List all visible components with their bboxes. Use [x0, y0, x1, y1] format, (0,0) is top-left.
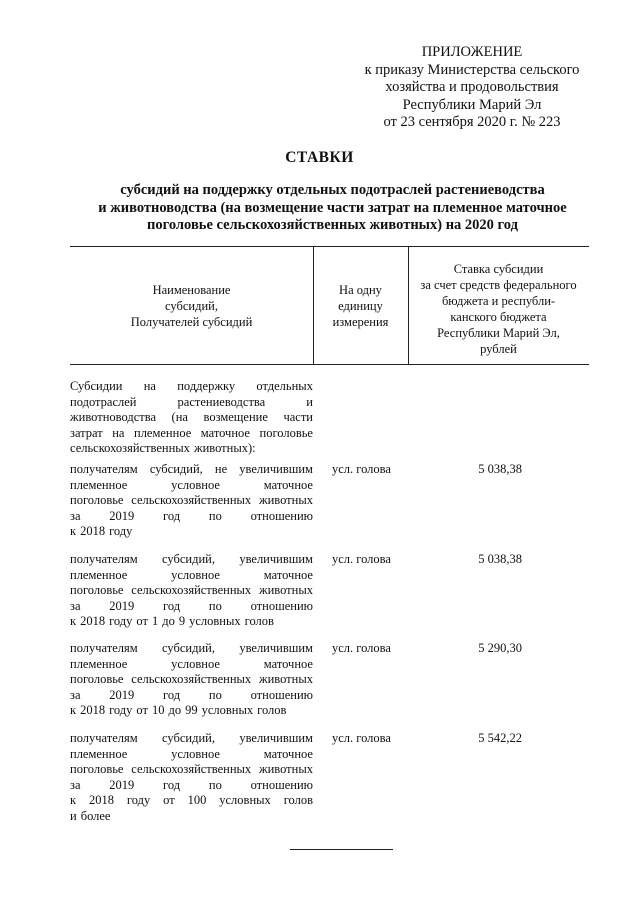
row-line: и более [70, 808, 111, 823]
row-unit: усл. голова [332, 731, 391, 745]
row-line: получателям субсидий, не увеличившим [70, 462, 313, 476]
section-line: сельскохозяйственных животных): [70, 441, 256, 456]
row-line: к 2018 году от 10 до 99 условных голов [70, 703, 287, 718]
header-name [70, 282, 313, 330]
header-unit-line: На одну [339, 283, 382, 297]
row-line: поголовье сельскохозяйственных животных [70, 493, 313, 508]
section-line: Субсидии на поддержку отдельных [70, 379, 313, 393]
subtitle-line: поголовье сельскохозяйственных животных) на 2020 год [147, 217, 518, 233]
row-line: племенное условное маточное [70, 567, 313, 582]
table-header-bottom-border [70, 364, 589, 365]
row-line: племенное условное маточное [70, 746, 313, 761]
row-line: за 2019 год по отношению [70, 687, 313, 702]
subtitle-line: субсидий на поддержку отдельных подотраслей растениеводства [120, 182, 545, 198]
section-line: затрат на племенное маточное поголовье [70, 425, 313, 440]
appendix-line: от 23 сентября 2020 г. № 223 [383, 114, 561, 130]
row-line: поголовье сельскохозяйственных животных [70, 762, 313, 777]
section-line: подотраслей растениеводства и [70, 394, 313, 409]
subtitle-line: и животноводства (на возмещение части затрат на племенное маточное [98, 199, 567, 216]
appendix-block [352, 44, 592, 132]
row-rate-value: 5 038,38 [478, 462, 522, 476]
row-unit: усл. голова [332, 462, 391, 476]
end-of-document-rule [290, 849, 393, 850]
row-line: получателям субсидий, увеличившим [70, 552, 313, 566]
row-line: племенное условное маточное [70, 477, 313, 492]
row-line: поголовье сельскохозяйственных животных [70, 583, 313, 598]
row-line: племенное условное маточное [70, 656, 313, 671]
header-rate-line: Ставка субсидии [453, 262, 544, 276]
header-rate-line: канского бюджета [450, 310, 547, 324]
header-unit-line: измерения [332, 315, 389, 329]
row-description [70, 731, 313, 825]
header-name-line: Наименование [152, 283, 231, 297]
row-line: поголовье сельскохозяйственных животных [70, 672, 313, 687]
header-name-line: Получателей субсидий [130, 315, 253, 329]
row-description [70, 552, 313, 630]
row-line: к 2018 году [70, 524, 133, 539]
row-rate-value: 5 290,30 [478, 641, 522, 655]
header-rate-line: Республики Марий Эл, [437, 326, 560, 340]
page-subtitle [70, 182, 595, 235]
header-unit [313, 282, 408, 330]
row-rate-value: 5 038,38 [478, 552, 522, 566]
row-description [70, 462, 313, 540]
row-description [70, 641, 313, 719]
header-rate [408, 261, 589, 357]
row-unit: усл. голова [332, 552, 391, 566]
appendix-line: к приказу Министерства сельского [364, 61, 580, 78]
row-line: получателям субсидий, увеличившим [70, 731, 313, 745]
appendix-line: хозяйства и продовольствия [385, 79, 559, 95]
section-heading [70, 379, 313, 457]
row-line: за 2019 год по отношению [70, 777, 313, 792]
header-rate-line: бюджета и республи- [441, 294, 556, 308]
row-line: к 2018 году от 1 до 9 условных голов [70, 614, 274, 629]
header-rate-line: рублей [480, 342, 517, 356]
header-rate-line: за счет средств федерального [420, 278, 577, 292]
row-line: за 2019 год по отношению [70, 598, 313, 613]
appendix-heading: ПРИЛОЖЕНИЕ [421, 44, 523, 60]
appendix-line: Республики Марий Эл [402, 96, 542, 113]
row-line: получателям субсидий, увеличившим [70, 641, 313, 655]
row-rate-value: 5 542,22 [478, 731, 522, 745]
header-name-line: субсидий, [165, 299, 218, 313]
page-title: СТАВКИ [285, 149, 354, 166]
row-line: за 2019 год по отношению [70, 508, 313, 523]
table-top-border [70, 246, 589, 247]
section-line: животноводства (на возмещение части [70, 410, 313, 425]
row-line: к 2018 году от 100 условных голов [70, 793, 313, 808]
row-unit: усл. голова [332, 641, 391, 655]
header-unit-line: единицу [338, 299, 383, 313]
